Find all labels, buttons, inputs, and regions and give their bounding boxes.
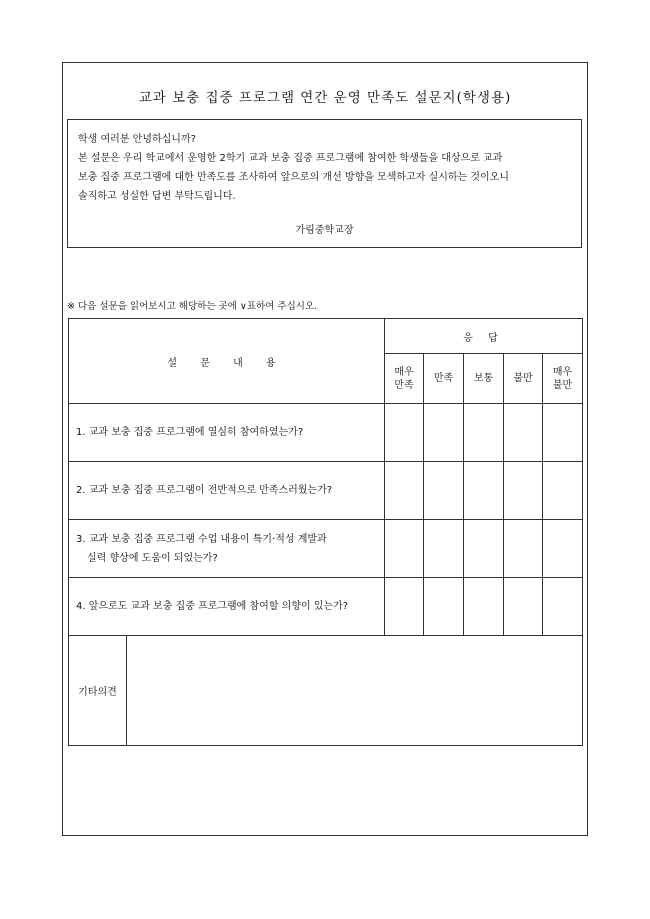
option-line: 만족 <box>394 379 414 391</box>
answer-cell-satisfied[interactable] <box>424 404 464 462</box>
question-line: 2. 교과 보충 집중 프로그램이 전반적으로 만족스러웠는가? <box>76 485 333 496</box>
question-line: 1. 교과 보충 집중 프로그램에 열심히 참여하였는가? <box>76 427 304 438</box>
other-opinion-label: 기타의견 <box>69 636 127 746</box>
survey-table <box>68 318 583 746</box>
answer-cell-very-dissatisfied[interactable] <box>543 578 583 636</box>
principal-signature: 가림중학교장 <box>295 225 354 236</box>
answer-cell-satisfied[interactable] <box>424 462 464 520</box>
answer-cell-very-satisfied[interactable] <box>385 404 424 462</box>
question-text <box>69 578 385 636</box>
answer-cell-neutral[interactable] <box>464 404 504 462</box>
intro-line-1: 본 설문은 우리 학교에서 운영한 2학기 교과 보충 집중 프로그램에 참여한 학생들을 대상으로 교과 <box>78 153 503 164</box>
answer-cell-neutral[interactable] <box>464 578 504 636</box>
answer-cell-satisfied[interactable] <box>424 578 464 636</box>
option-neutral <box>464 354 504 404</box>
question-line: 4. 앞으로도 교과 보충 집중 프로그램에 참여할 의향이 있는가? <box>76 601 349 612</box>
header-response: 응 답 <box>385 319 583 354</box>
option-line: 보통 <box>473 373 494 384</box>
option-line: 만족 <box>433 373 454 384</box>
answer-cell-dissatisfied[interactable] <box>504 578 543 636</box>
question-line-continued: 실력 향상에 도움이 되었는가? <box>87 552 218 564</box>
answer-cell-satisfied[interactable] <box>424 520 464 578</box>
answer-cell-very-dissatisfied[interactable] <box>543 404 583 462</box>
option-line: 매우 <box>394 366 414 378</box>
answer-cell-neutral[interactable] <box>464 520 504 578</box>
answer-cell-dissatisfied[interactable] <box>504 462 543 520</box>
option-satisfied <box>424 354 464 404</box>
greeting-text: 학생 여러분 안녕하십니까? <box>78 134 196 145</box>
answer-cell-very-satisfied[interactable] <box>385 578 424 636</box>
intro-box <box>67 119 582 248</box>
question-row <box>69 520 583 578</box>
intro-line-2: 보충 집중 프로그램에 대한 만족도를 조사하여 앞으로의 개선 방향을 모색하고자 실시하는 것이오니 <box>78 172 510 183</box>
answer-cell-neutral[interactable] <box>464 462 504 520</box>
question-text <box>69 520 385 578</box>
answer-cell-very-satisfied[interactable] <box>385 520 424 578</box>
header-survey-content: 설 문 내 용 <box>69 319 385 404</box>
question-text <box>69 462 385 520</box>
answer-cell-dissatisfied[interactable] <box>504 404 543 462</box>
question-row <box>69 578 583 636</box>
option-line: 불만 <box>552 379 573 391</box>
question-row <box>69 404 583 462</box>
intro-line-3: 솔직하고 성실한 답변 부탁드립니다. <box>78 191 236 202</box>
answer-cell-very-satisfied[interactable] <box>385 462 424 520</box>
other-opinion-field[interactable] <box>127 636 583 746</box>
document-title: 교과 보충 집중 프로그램 연간 운영 만족도 설문지(학생용) <box>138 90 512 106</box>
option-line: 매우 <box>552 366 573 378</box>
answer-cell-very-dissatisfied[interactable] <box>543 462 583 520</box>
question-line: 3. 교과 보충 집중 프로그램 수업 내용이 특기·적성 계발과 <box>76 533 327 545</box>
question-row <box>69 462 583 520</box>
option-dissatisfied <box>504 354 543 404</box>
option-very-dissatisfied <box>543 354 583 404</box>
instruction-text: ※ 다음 설문을 읽어보시고 해당하는 곳에 ∨표하여 주십시오. <box>67 301 318 312</box>
answer-cell-very-dissatisfied[interactable] <box>543 520 583 578</box>
option-line: 불만 <box>513 373 533 384</box>
answer-cell-dissatisfied[interactable] <box>504 520 543 578</box>
option-very-satisfied <box>385 354 424 404</box>
question-text <box>69 404 385 462</box>
